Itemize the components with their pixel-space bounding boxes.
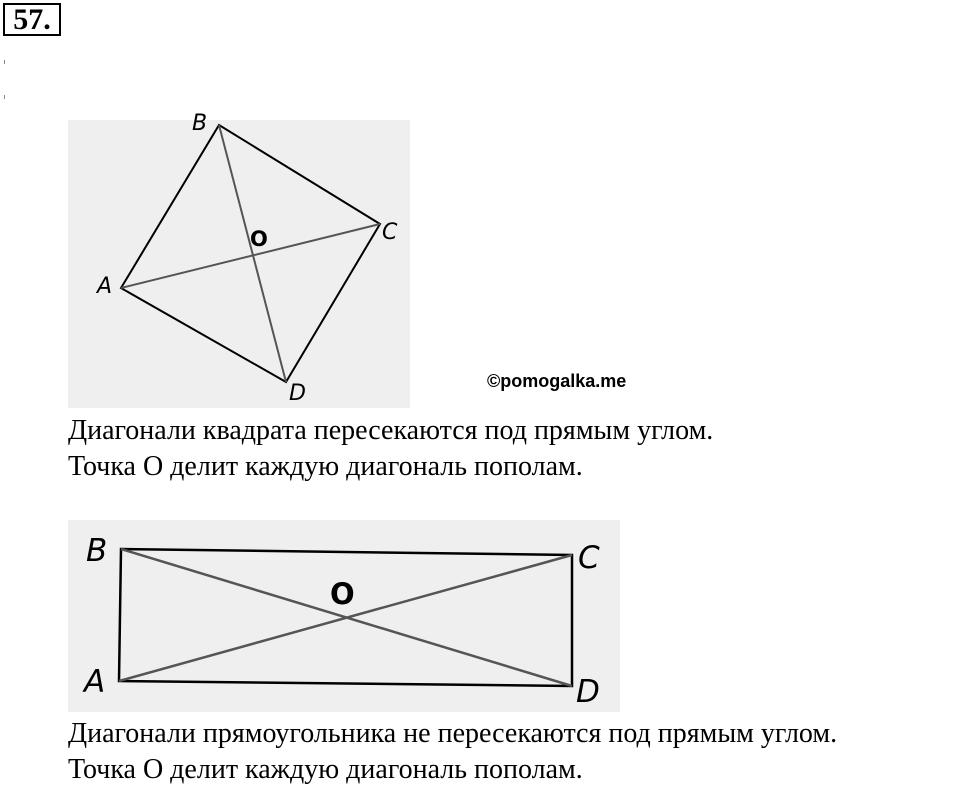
square-outline: [121, 125, 380, 382]
square-statement-2: Точка О делит каждую диагональ пополам.: [68, 451, 583, 482]
vertex-label-b: B: [192, 111, 208, 136]
vertex-label-c: C: [578, 540, 600, 576]
center-label-o: O: [330, 577, 355, 611]
square-diagram: [68, 111, 410, 408]
vertex-label-a: A: [97, 274, 113, 299]
scan-mark: [4, 95, 5, 99]
rectangle-figure: [68, 520, 620, 712]
vertex-label-a: A: [84, 664, 106, 700]
vertex-label-d: D: [289, 381, 306, 406]
center-label-o: O: [250, 227, 268, 251]
vertex-label-d: D: [576, 674, 600, 710]
scan-mark: [4, 60, 5, 64]
rectangle-diagram: [68, 520, 620, 712]
rectangle-statement-2: Точка О делит каждую диагональ пополам.: [68, 754, 583, 785]
vertex-label-c: C: [382, 220, 398, 245]
diagonal-bd: [219, 125, 286, 382]
vertex-label-b: B: [86, 533, 108, 569]
watermark: ©pomogalka.me: [487, 371, 627, 391]
rectangle-statement-1: Диагонали прямоугольника не пересекаются под прямым углом.: [68, 718, 838, 749]
square-statement-1: Диагонали квадрата пересекаются под прямым углом.: [68, 415, 714, 446]
diagonal-ac: [119, 555, 572, 681]
problem-number: 57.: [3, 3, 61, 36]
square-figure: [68, 111, 410, 408]
